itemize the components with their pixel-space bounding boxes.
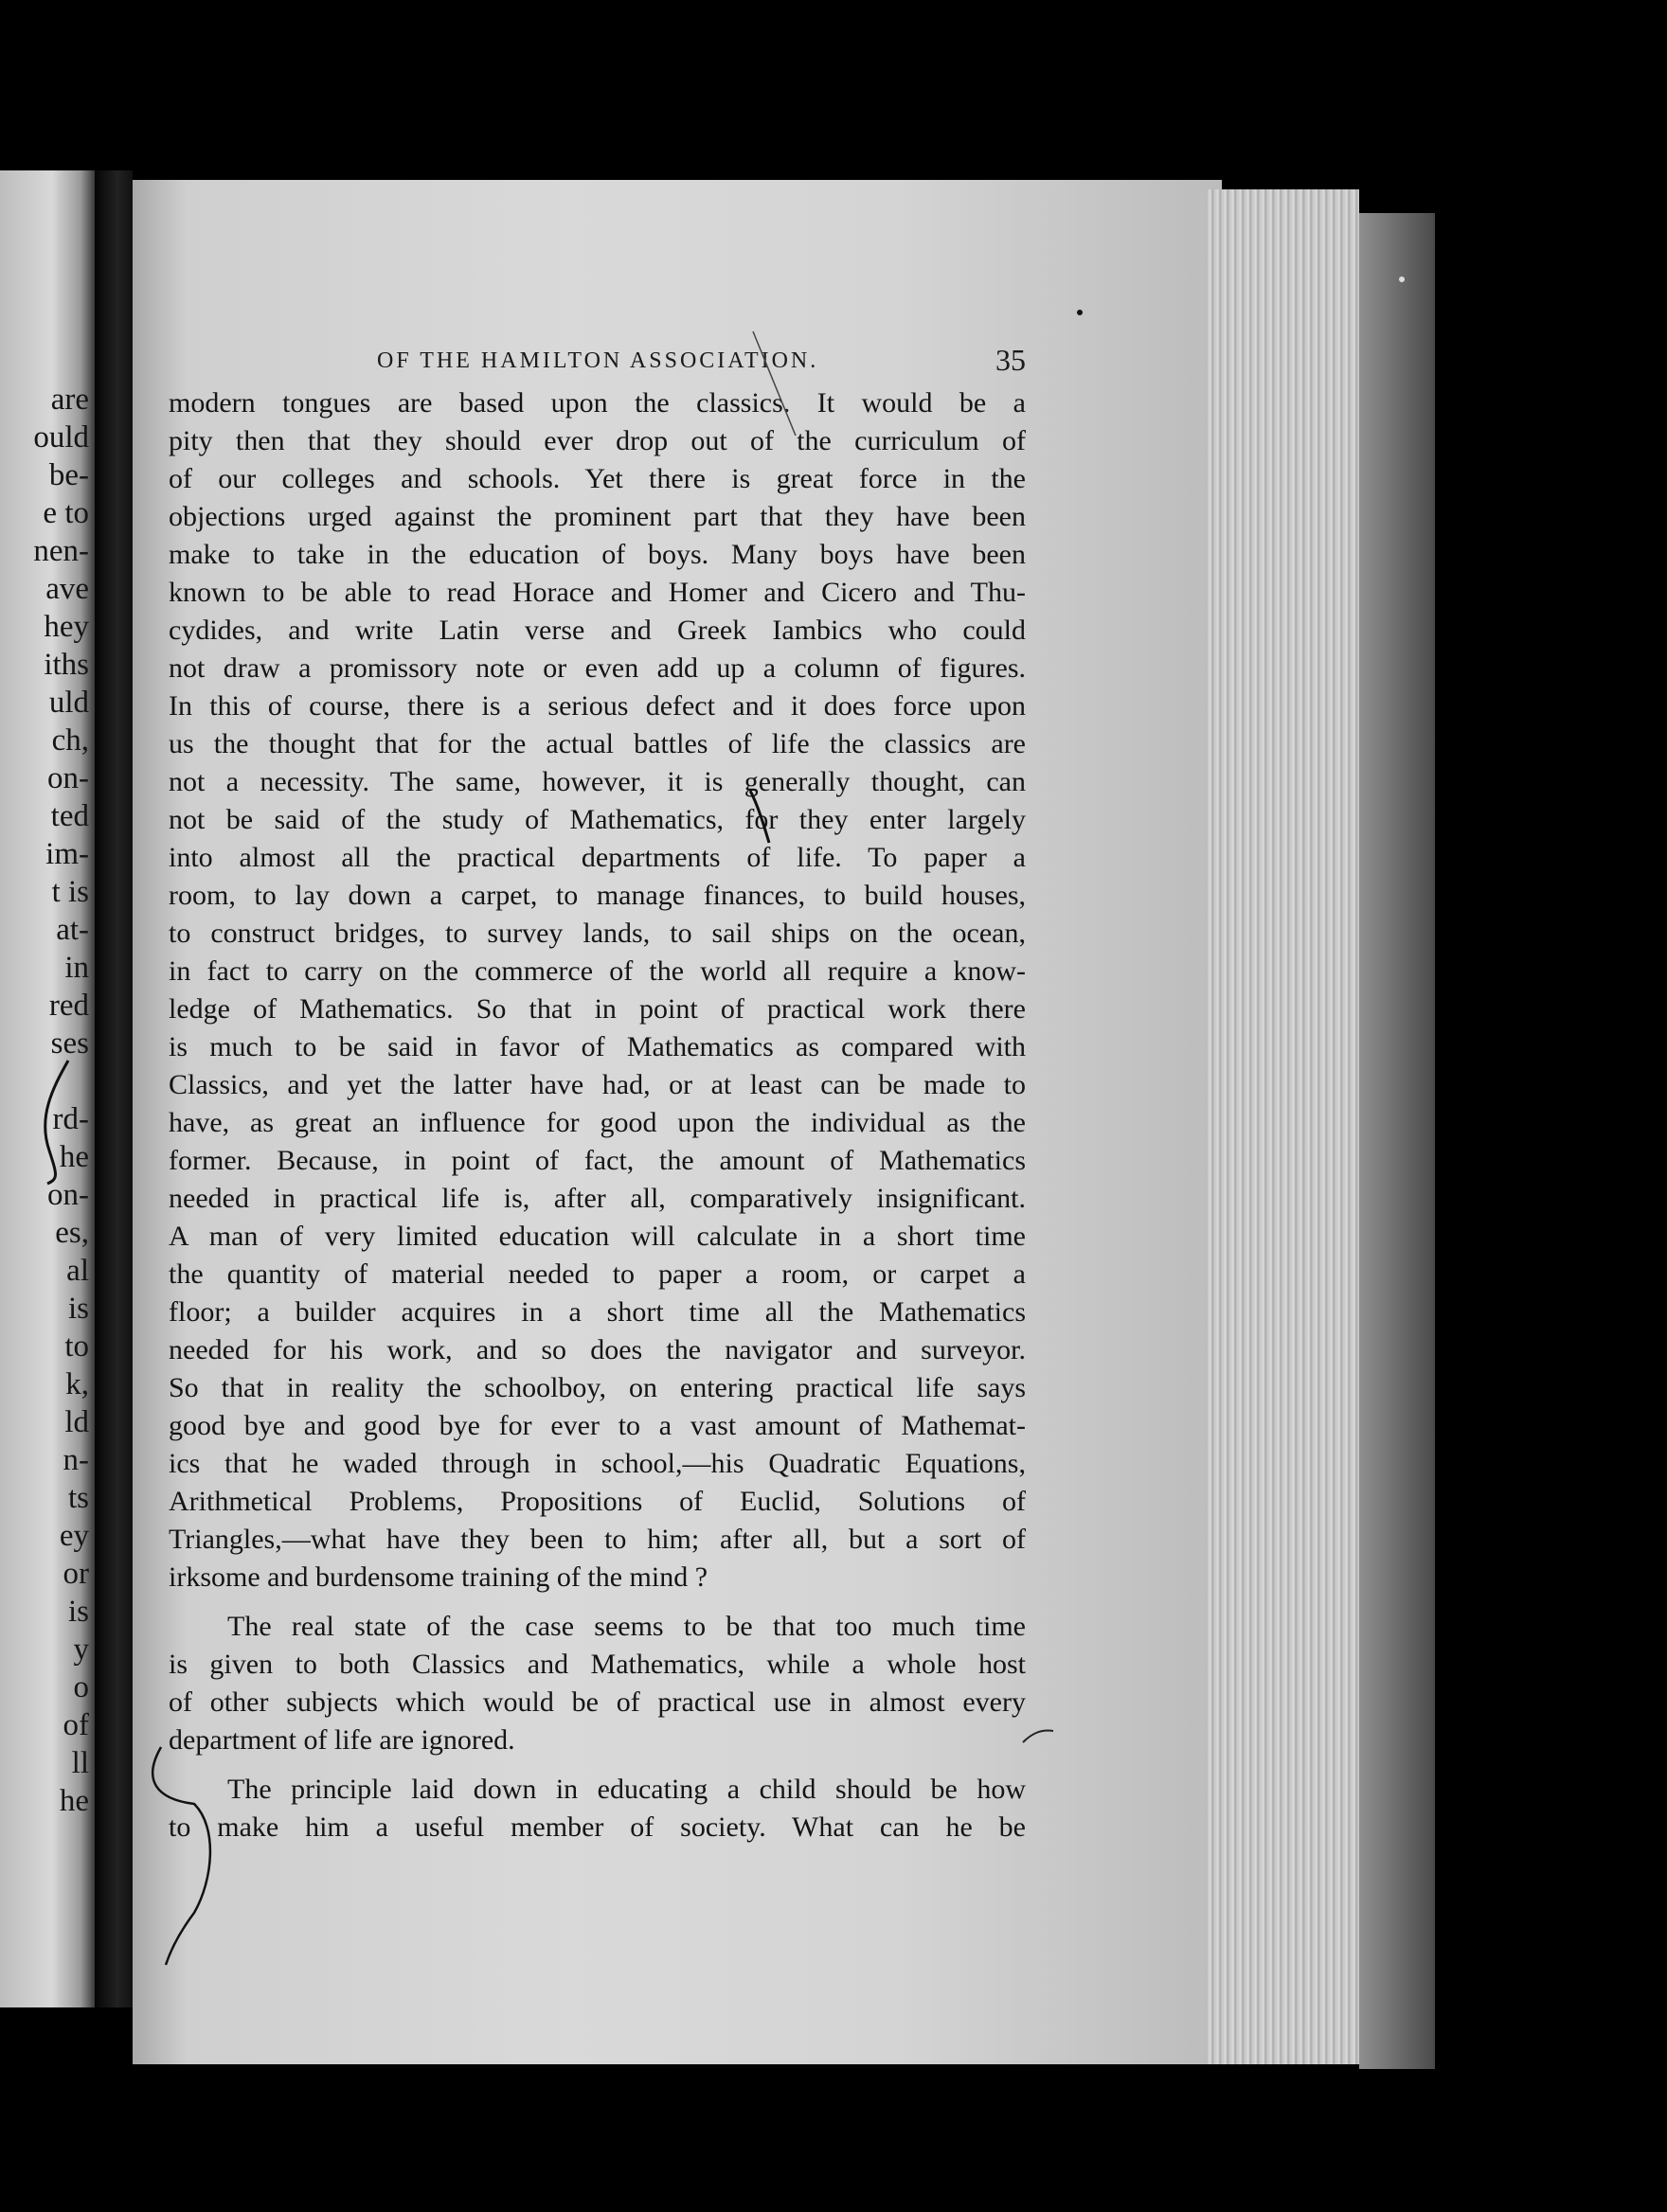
left-fragment: im-: [45, 837, 89, 871]
left-fragment: t is: [51, 875, 89, 909]
left-fragment: is: [67, 1595, 89, 1629]
text-line: department of life are ignored.: [169, 1724, 515, 1756]
text-line: objections urged against the prominent part that they have been: [169, 501, 1026, 532]
book-gutter: [95, 170, 133, 2007]
text-line: good bye and good bye for ever to a vast amount of Mathemat-: [169, 1410, 1026, 1441]
left-fragment: ld: [64, 1405, 89, 1439]
left-fragment: of: [63, 1708, 89, 1742]
text-line: make to take in the education of boys. Many boys have been: [169, 539, 1026, 570]
left-fragment: ey: [59, 1519, 89, 1553]
text-line: into almost all the practical departments of life. To paper a: [169, 842, 1026, 873]
left-fragment: nen-: [33, 534, 89, 568]
text-line: the quantity of material needed to paper a room, or carpet a: [169, 1258, 1026, 1290]
text-line: needed for his work, and so does the navigator and surveyor.: [169, 1334, 1026, 1365]
left-fragment: on-: [47, 761, 89, 795]
text-line: known to be able to read Horace and Homer and Cicero and Thu-: [169, 577, 1026, 608]
left-page-edge: [0, 170, 95, 2007]
running-head: [169, 343, 1026, 375]
left-fragment: in: [64, 951, 89, 985]
text-line: Arithmetical Problems, Propositions of Euclid, Solutions of: [169, 1486, 1026, 1517]
left-fragment: ch,: [51, 723, 89, 758]
left-fragment: to: [64, 1329, 89, 1364]
left-fragment: he: [59, 1140, 89, 1174]
page-stack-edge: [1208, 189, 1359, 2064]
text-line: to construct bridges, to survey lands, to sail ships on the ocean,: [169, 918, 1026, 949]
text-line: The principle laid down in educating a child should be how: [227, 1774, 1026, 1805]
text-line: us the thought that for the actual battles of life the classics are: [169, 728, 1026, 759]
left-fragment: es,: [55, 1216, 89, 1250]
left-fragment: ould: [33, 420, 89, 455]
page-number: 35: [995, 343, 1026, 377]
left-fragment: he: [59, 1784, 89, 1818]
left-fragment: ll: [71, 1746, 89, 1780]
page-text: [169, 343, 1026, 1846]
left-fragment: o: [73, 1670, 89, 1704]
text-line: former. Because, in point of fact, the amount of Mathematics: [169, 1145, 1026, 1176]
text-line: of our colleges and schools. Yet there is great force in the: [169, 463, 1026, 494]
left-fragment: on-: [47, 1178, 89, 1212]
left-fragment: or: [63, 1557, 89, 1591]
text-line: floor; a builder acquires in a short time all the Mathematics: [169, 1296, 1026, 1328]
text-line: is much to be said in favor of Mathematics as compared with: [169, 1031, 1026, 1062]
left-fragment: ted: [50, 799, 89, 833]
text-line: modern tongues are based upon the classics. It would be a: [169, 387, 1026, 419]
text-line: pity then that they should ever drop out of the curriculum of: [169, 425, 1026, 456]
text-line: room, to lay down a carpet, to manage finances, to build houses,: [169, 880, 1026, 911]
text-line: Triangles,—what have they been to him; after all, but a sort of: [169, 1524, 1026, 1555]
text-line: of other subjects which would be of practical use in almost every: [169, 1686, 1026, 1718]
text-line: needed in practical life is, after all, comparatively insignificant.: [169, 1183, 1026, 1214]
left-fragment: is: [67, 1292, 89, 1326]
left-fragment: are: [50, 383, 89, 417]
left-fragment: k,: [65, 1367, 89, 1401]
left-fragment: ave: [45, 572, 89, 606]
left-fragment: hey: [44, 610, 89, 644]
left-fragment: ses: [50, 1026, 89, 1061]
text-line: not a necessity. The same, however, it is generally thought, can: [169, 766, 1026, 797]
text-line: ics that he waded through in school,—his Quadratic Equations,: [169, 1448, 1026, 1479]
left-fragment: at-: [56, 913, 89, 947]
running-head-title: OF THE HAMILTON ASSOCIATION.: [377, 348, 819, 373]
left-fragment: rd-: [52, 1102, 89, 1136]
paragraph-1: [169, 384, 1026, 1597]
left-fragment: al: [66, 1254, 89, 1288]
text-line: is given to both Classics and Mathematics, while a whole host: [169, 1649, 1026, 1680]
text-line: to make him a useful member of society. What can he be: [169, 1811, 1026, 1843]
left-fragment: y: [73, 1632, 89, 1667]
left-fragment: n-: [63, 1443, 89, 1477]
left-fragment: e to: [43, 496, 89, 530]
text-line: In this of course, there is a serious defect and it does force upon: [169, 690, 1026, 722]
paragraph-2: [169, 1608, 1026, 1759]
left-fragment: ts: [67, 1481, 89, 1515]
text-line: So that in reality the schoolboy, on entering practical life says: [169, 1372, 1026, 1403]
text-line: cydides, and write Latin verse and Greek Iambics who could: [169, 615, 1026, 646]
paragraph-3: [169, 1771, 1026, 1846]
left-fragment: red: [48, 989, 89, 1023]
text-line: A man of very limited education will calculate in a short time: [169, 1221, 1026, 1252]
text-line: not be said of the study of Mathematics, for they enter largely: [169, 804, 1026, 835]
text-line: have, as great an influence for good upon the individual as the: [169, 1107, 1026, 1138]
text-line: not draw a promissory note or even add up a column of figures.: [169, 652, 1026, 684]
text-line: in fact to carry on the commerce of the world all require a know-: [169, 955, 1026, 987]
left-fragment: be-: [48, 458, 89, 492]
text-line: irksome and burdensome training of the mind ?: [169, 1561, 708, 1593]
text-line: ledge of Mathematics. So that in point of practical work there: [169, 993, 1026, 1025]
text-line: Classics, and yet the latter have had, or at least can be made to: [169, 1069, 1026, 1100]
book-cover-edge: [1359, 213, 1435, 2069]
text-line: The real state of the case seems to be that too much time: [227, 1611, 1026, 1642]
left-fragment: uld: [48, 686, 89, 720]
left-fragment: iths: [44, 648, 89, 682]
